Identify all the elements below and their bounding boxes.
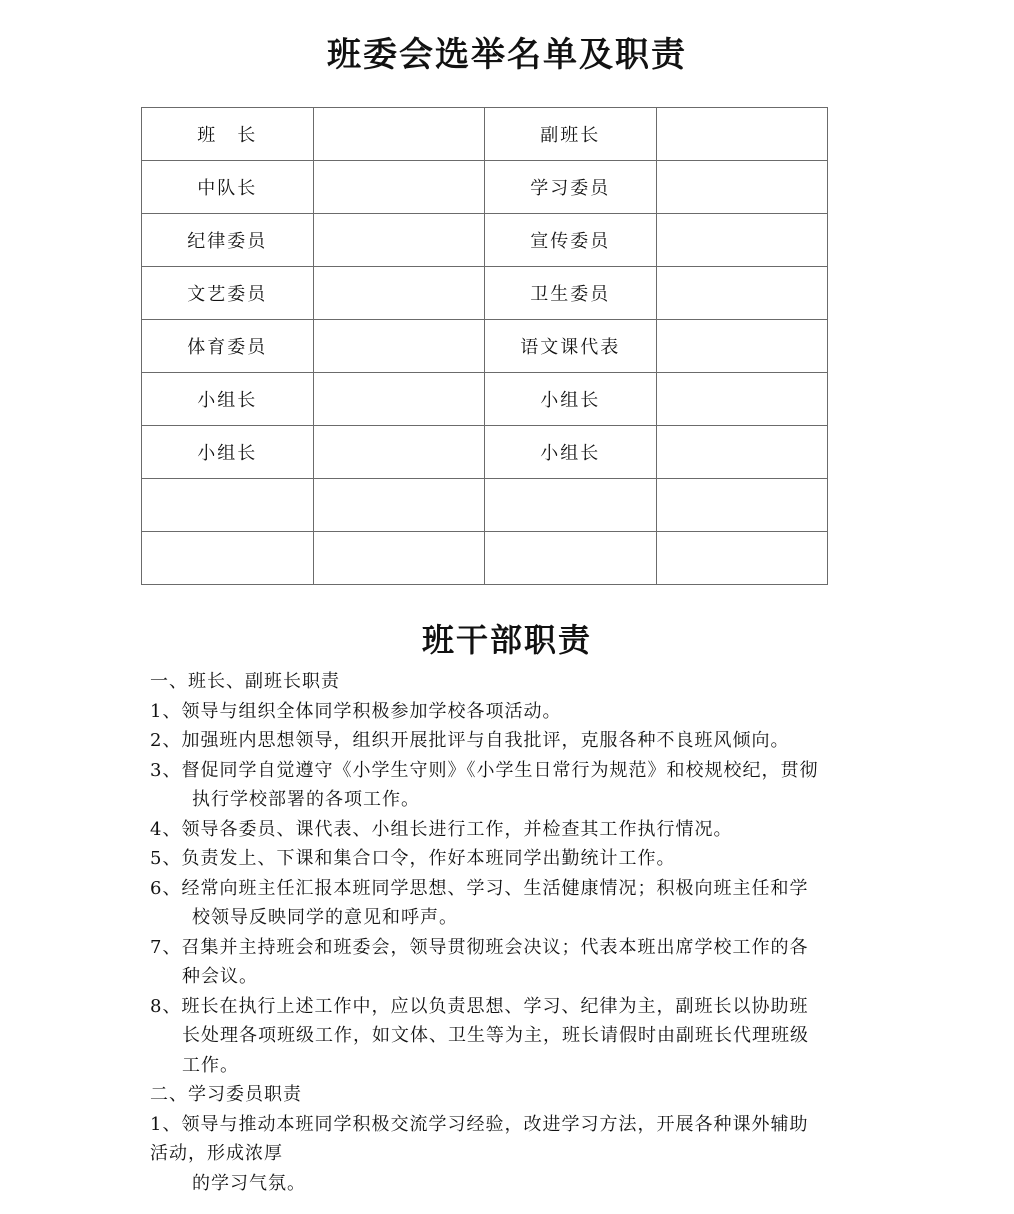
role-cell: 小组长 <box>485 373 657 426</box>
name-cell <box>656 373 828 426</box>
duty-item: 4、领导各委员、课代表、小组长进行工作，并检查其工作执行情况。 <box>150 818 733 840</box>
duty-item-continuation: 校领导反映同学的意见和呼声。 <box>192 907 458 928</box>
table-row <box>142 320 828 373</box>
table-row <box>142 161 828 214</box>
name-cell <box>313 320 485 373</box>
document-title: 班委会选举名单及职责 <box>327 35 687 75</box>
table-row <box>142 373 828 426</box>
role-cell: 体育委员 <box>142 320 314 373</box>
duty-item-continuation: 工作。 <box>182 1054 239 1076</box>
name-cell <box>313 373 485 426</box>
name-cell <box>656 320 828 373</box>
section-heading: 一、班长、副班长职责 <box>150 671 340 692</box>
name-cell <box>313 532 485 585</box>
role-cell: 小组长 <box>142 426 314 479</box>
duty-item-continuation: 活动，形成浓厚 <box>150 1143 283 1164</box>
role-cell <box>142 532 314 585</box>
duty-item: 8、班长在执行上述工作中，应以负责思想、学习、纪律为主，副班长以协助班 <box>150 995 809 1017</box>
role-cell: 学习委员 <box>485 161 657 214</box>
duty-item: 1、领导与组织全体同学积极参加学校各项活动。 <box>150 700 562 722</box>
role-cell <box>485 532 657 585</box>
section-heading: 二、学习委员职责 <box>150 1084 302 1105</box>
table-row <box>142 214 828 267</box>
role-cell: 宣传委员 <box>485 214 657 267</box>
name-cell <box>656 532 828 585</box>
role-cell: 卫生委员 <box>485 267 657 320</box>
table-row <box>142 108 828 161</box>
duty-item-continuation: 长处理各项班级工作，如文体、卫生等为主，班长请假时由副班长代理班级 <box>182 1025 809 1046</box>
role-cell: 班 长 <box>142 108 314 161</box>
role-cell: 文艺委员 <box>142 267 314 320</box>
duty-item-continuation: 执行学校部署的各项工作。 <box>192 789 420 810</box>
role-cell: 纪律委员 <box>142 214 314 267</box>
duty-item: 6、经常向班主任汇报本班同学思想、学习、生活健康情况；积极向班主任和学 <box>150 877 809 899</box>
name-cell <box>313 161 485 214</box>
name-cell <box>656 426 828 479</box>
section-title: 班干部职责 <box>421 621 592 659</box>
table-row <box>142 479 828 532</box>
name-cell <box>313 214 485 267</box>
role-cell: 中队长 <box>142 161 314 214</box>
role-cell: 小组长 <box>485 426 657 479</box>
duty-item-continuation: 种会议。 <box>182 966 258 987</box>
duties-text <box>150 667 870 1198</box>
duty-item-continuation: 的学习气氛。 <box>192 1172 306 1194</box>
role-cell: 语文课代表 <box>485 320 657 373</box>
name-cell <box>313 108 485 161</box>
table-row <box>142 267 828 320</box>
name-cell <box>656 479 828 532</box>
name-cell <box>656 214 828 267</box>
duty-item: 3、督促同学自觉遵守《小学生守则》《小学生日常行为规范》和校规校纪，贯彻 <box>150 759 819 781</box>
role-cell: 小组长 <box>142 373 314 426</box>
name-cell <box>656 108 828 161</box>
name-cell <box>656 267 828 320</box>
duty-item: 7、召集并主持班会和班委会，领导贯彻班会决议；代表本班出席学校工作的各 <box>150 936 809 958</box>
name-cell <box>313 267 485 320</box>
duty-item: 1、领导与推动本班同学积极交流学习经验，改进学习方法，开展各种课外辅助 <box>150 1113 809 1135</box>
role-cell: 副班长 <box>485 108 657 161</box>
role-cell <box>142 479 314 532</box>
committee-roster-table <box>141 107 828 585</box>
table-row <box>142 426 828 479</box>
table-row <box>142 532 828 585</box>
name-cell <box>313 426 485 479</box>
duty-item: 2、加强班内思想领导，组织开展批评与自我批评，克服各种不良班风倾向。 <box>150 730 790 751</box>
role-cell <box>485 479 657 532</box>
name-cell <box>656 161 828 214</box>
name-cell <box>313 479 485 532</box>
duty-item: 5、负责发上、下课和集合口令，作好本班同学出勤统计工作。 <box>150 848 676 869</box>
